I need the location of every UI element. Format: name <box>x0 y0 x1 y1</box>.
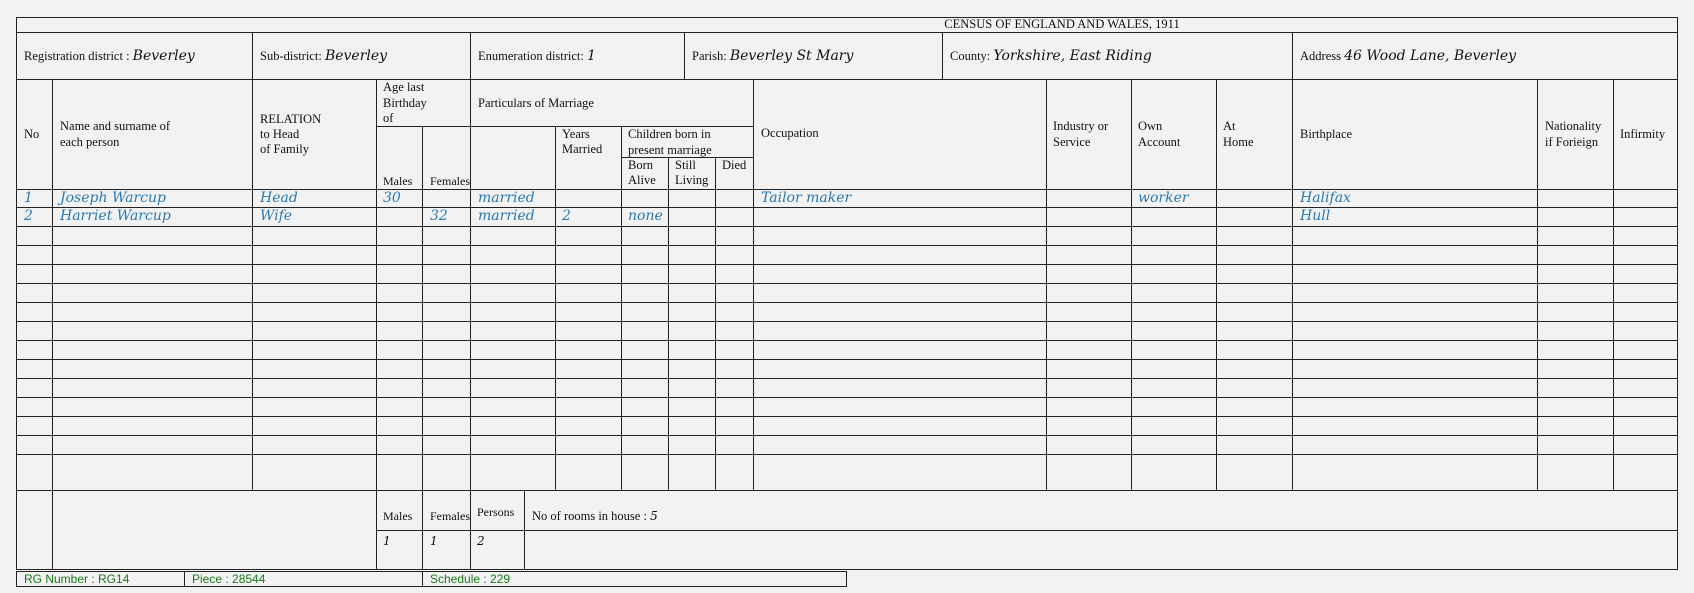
col-header-children-2: present marriage <box>628 143 712 157</box>
sub-district: Sub-district: Beverley <box>260 48 388 64</box>
person-marriage: married <box>478 190 535 206</box>
totals-persons: 2 <box>477 534 485 548</box>
piece-number: Piece : 28544 <box>184 571 423 587</box>
registration-district: Registration district : Beverley <box>24 48 195 64</box>
row-line <box>16 359 1678 360</box>
schedule-number: Schedule : 229 <box>422 571 847 587</box>
totals-females-label: Females <box>430 509 470 523</box>
col-header-relation-3: of Family <box>260 142 309 156</box>
col-header-relation-1: RELATION <box>260 112 322 126</box>
row-line <box>16 416 1678 417</box>
row-line <box>16 340 1678 341</box>
person-own-account: worker <box>1138 190 1189 206</box>
col-header-home-2: Home <box>1223 135 1254 149</box>
col-header-marriage: Particulars of Marriage <box>478 96 594 110</box>
rooms-in-house: No of rooms in house : 5 <box>532 509 658 523</box>
person-no: 1 <box>24 190 33 206</box>
col-header-industry-2: Service <box>1053 135 1091 149</box>
col-header-infirmity: Infirmity <box>1620 127 1666 141</box>
person-years-married: 2 <box>562 208 571 224</box>
row-line <box>16 454 1678 455</box>
form-title: CENSUS OF ENGLAND AND WALES, 1911 <box>944 17 1180 31</box>
person-name: Harriet Warcup <box>60 208 171 224</box>
row-line <box>16 302 1678 303</box>
row-line <box>16 264 1678 265</box>
col-header-home-1: At <box>1223 119 1236 133</box>
col-header-name-2: each person <box>60 135 120 149</box>
col-header-nationality-2: if Forieign <box>1545 135 1599 149</box>
row-line <box>16 283 1678 284</box>
person-marriage: married <box>478 208 535 224</box>
totals-persons-label: Persons <box>477 505 515 519</box>
col-header-own-1: Own <box>1138 119 1163 133</box>
person-age-female: 32 <box>430 208 448 224</box>
enumeration-district: Enumeration district: 1 <box>478 48 596 64</box>
person-no: 2 <box>24 208 33 224</box>
col-header-nationality-1: Nationality <box>1545 119 1602 133</box>
person-born-alive: none <box>628 208 663 224</box>
col-header-years-1: Years <box>562 127 590 141</box>
person-birthplace: Hull <box>1300 208 1331 224</box>
col-header-age-3: of <box>383 111 394 125</box>
person-relation: Head <box>260 190 298 206</box>
col-header-children-1: Children born in <box>628 127 711 141</box>
parish: Parish: Beverley St Mary <box>692 48 854 64</box>
col-header-no: No <box>24 127 40 141</box>
person-name: Joseph Warcup <box>60 190 166 206</box>
person-occupation: Tailor maker <box>761 190 852 206</box>
row-line <box>16 226 1678 227</box>
col-header-born-1: Born <box>628 158 653 172</box>
col-header-industry-1: Industry or <box>1053 119 1109 133</box>
col-header-died: Died <box>722 158 747 172</box>
address: Address 46 Wood Lane, Beverley <box>1300 48 1517 64</box>
row-line <box>16 321 1678 322</box>
person-age-male: 30 <box>383 190 401 206</box>
col-header-males: Males <box>383 174 413 188</box>
totals-males: 1 <box>383 534 391 548</box>
col-header-age-2: Birthday <box>383 96 427 110</box>
col-header-still-2: Living <box>675 173 709 187</box>
person-relation: Wife <box>260 208 293 224</box>
col-header-birthplace: Birthplace <box>1300 127 1353 141</box>
col-header-occupation: Occupation <box>761 126 819 140</box>
col-header-name-1: Name and surname of <box>60 119 171 133</box>
totals-females: 1 <box>430 534 438 548</box>
rg-number: RG Number : RG14 <box>16 571 185 587</box>
col-header-females: Females <box>430 174 470 188</box>
row-line <box>16 245 1678 246</box>
person-birthplace: Halifax <box>1300 190 1351 206</box>
census-form <box>16 17 1678 570</box>
col-header-born-2: Alive <box>628 173 656 187</box>
totals-males-label: Males <box>383 509 413 523</box>
col-header-still-1: Still <box>675 158 696 172</box>
row-line <box>16 397 1678 398</box>
county: County: Yorkshire, East Riding <box>950 48 1152 64</box>
col-header-own-2: Account <box>1138 135 1181 149</box>
row-line <box>16 435 1678 436</box>
col-header-years-2: Married <box>562 142 603 156</box>
col-header-age-1: Age last <box>383 80 425 94</box>
row-line <box>16 378 1678 379</box>
col-header-relation-2: to Head <box>260 127 300 141</box>
